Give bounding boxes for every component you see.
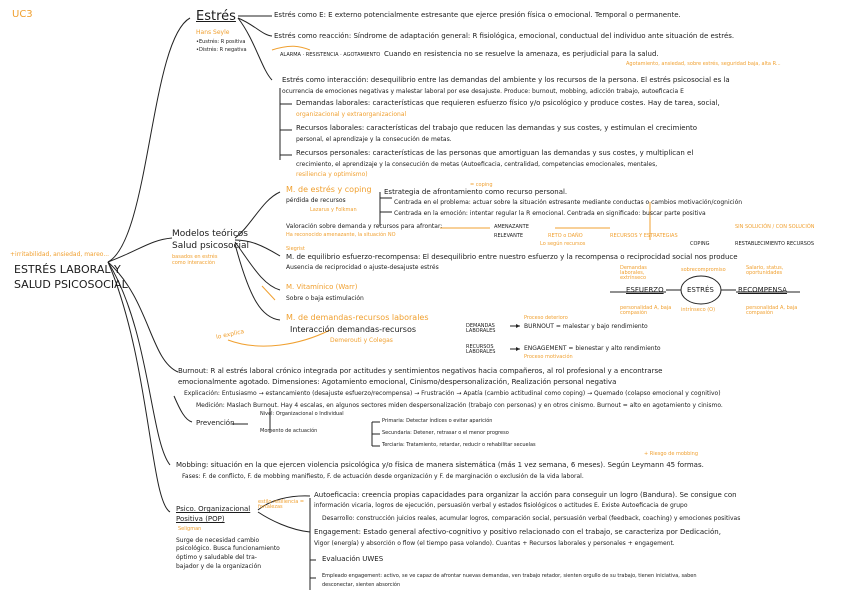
dr-model: M. de demandas-recursos laborales: [286, 313, 429, 322]
mobbing-line1: Mobbing: situación en la que ejercen violencia psicológica y/o física de manera sistemática (más 1 vez semana, 6 meses). Según Leymann 45 formas.: [176, 461, 704, 469]
fases-estres: ALARMA · RESISTENCIA · AGOTAMIENTO: [280, 52, 381, 58]
burnout-row: BURNOUT = malestar y bajo rendimiento: [524, 323, 648, 330]
vitaminico-sub: Sobre o baja estimulación: [286, 295, 364, 302]
empleado-line1: Empleado engagement: activo, se ve capaz de afrontar nuevas demandas, ven trabajo retador, sienten orgullo de su trabajo, tienen iniciativa, saben: [322, 573, 697, 579]
coping-model-note: Lazarus y Folkman: [310, 207, 357, 213]
pop-surge2: psicológico. Busca funcionamiento: [176, 545, 280, 552]
recursos-per-line1: Recursos personales: características de las personas que amortiguan las demandas y sus costes, y multiplican el: [296, 149, 694, 157]
modelos-title1: Modelos teóricos: [172, 229, 248, 239]
burnout-line1: Burnout: R al estrés laboral crónico integrada por actitudes y sentimientos negativos hacia compañeros, al rol profesional y a encontrarse: [178, 367, 663, 375]
pop-author: Seligman: [178, 526, 202, 532]
perdida-recursos: pérdida de recursos: [286, 197, 346, 204]
desarrollo: Desarrollo: construcción juicios reales, acumular logros, comparación social, persuasión verbal (feedback, coaching) y emociones positivas: [322, 515, 741, 522]
burnout-prevencion: Prevención: [196, 419, 235, 427]
pop-surge4: bajador y de la organización: [176, 563, 262, 570]
flow-relevante: RELEVANTE: [494, 233, 524, 239]
recursos-per-line2: crecimiento, el aprendizaje y la consecución de metas (Autoeficacia, centralidad, competencias emocionales, mentales,: [296, 161, 658, 168]
estrategia: Estrategia de afrontamiento como recurso personal.: [384, 188, 568, 196]
demandas-line1: Demandas laborales: características que requieren esfuerzo físico y/o psicológico y produce costes. Hay de tarea, social,: [296, 99, 720, 107]
flow-sub-coping: COPING: [690, 241, 710, 247]
corner-label: UC3: [12, 9, 33, 20]
burnout-medicion: Medición: Maslach Burnout. Hay 4 escalas, en algunos sectores miden despersonalización (trabajo con personas) y en otros cinismo. Burnout = alto en agotamiento y cinismo.: [196, 402, 723, 409]
recursos-per-line3: resiliencia y optimismo): [296, 171, 368, 178]
burnout-terciaria: Terciaria: Tratamiento, retardar, reducir o rehabilitar secuelas: [382, 442, 536, 448]
agotamiento-note: Agotamiento, ansiedad, sobre estrés, seguridad baja, alta R...: [626, 61, 781, 67]
equilibrio-line2: Ausencia de reciprocidad o ajuste-desajuste estrés: [286, 264, 439, 271]
proceso-deterioro: Proceso deterioro: [524, 315, 568, 321]
pop-surge1: Surge de necesidad cambio: [176, 537, 260, 544]
circle-note-perso-a-2: personalidad A, baja compasión: [746, 305, 798, 316]
interaccion-line1: Estrés como interacción: desequilibrio entre las demandas del ambiente y los recursos de la persona. El estrés psicosocial es la: [282, 76, 730, 84]
flow-sub-restablecimiento: RESTABLECIMIENTO RECURSOS: [735, 241, 815, 247]
root-note: +irritabilidad, ansiedad, mareo...: [10, 251, 110, 258]
coping-model: M. de estrés y coping: [286, 185, 372, 194]
modelos-note: basados en estrés como interacción: [172, 254, 218, 266]
eustres: •Eustrés: R positiva: [196, 39, 246, 45]
root-title-line1: ESTRÉS LABORAL Y: [14, 263, 121, 276]
circle-note-intrinseco: intrínseco (O): [681, 307, 716, 313]
circle-note-salario: Salario, status, oportunidades: [746, 265, 784, 276]
dr-note: Demerouti y Colegas: [330, 337, 393, 344]
burnout-primaria: Primaria: Detectar índices o evitar aparición: [382, 418, 493, 424]
mobbing-line2: Fases: F. de conflicto, F. de mobbing manifiesto, F. de actuación desde organización y F. de marginación o exclusión de la vida laboral.: [182, 473, 584, 480]
coping-tag: = coping: [470, 182, 493, 188]
demandas-line2: organizacional y extraorganizacional: [296, 111, 407, 118]
estres-como-e: Estrés como E: E externo potencialmente estresante que ejerce presión física o emocional. Temporal o permanente.: [274, 11, 681, 19]
flow-recursos: RECURSOS Y ESTRATEGIAS: [610, 233, 678, 239]
empleado-line2: desconectar, sienten absorción: [322, 582, 401, 588]
dr-demandas: DEMANDAS LABORALES: [466, 323, 496, 334]
dr-interaccion: Interacción demandas-recursos: [290, 325, 417, 334]
distres: •Distrés: R negativa: [196, 47, 247, 53]
engagement-row: ENGAGEMENT = bienestar y alto rendimiento: [524, 345, 661, 352]
centrada-problema: Centrada en el problema: actuar sobre la situación estresante mediante conductas o cambios motivación/cognición: [394, 199, 743, 206]
engagement-line1: Engagement: Estado general afectivo-cognitivo y positivo relacionado con el trabajo, se caracteriza por Dedicación,: [314, 528, 721, 536]
flow-sub-segun: Lo según recursos: [540, 241, 586, 247]
vitaminico: M. Vitamínico (Warr): [286, 283, 358, 291]
circle-note-sobrecompromiso: sobrecompromiso: [681, 267, 726, 273]
flow-reto: RETO o DAÑO: [548, 233, 583, 239]
evaluacion: Evaluación UWES: [322, 555, 384, 563]
recursos-lab-line2: personal, el aprendizaje y la consecución de metas.: [296, 136, 452, 143]
burnout-line2: emocionalmente agotado. Dimensiones: Agotamiento emocional, Cinismo/despersonalización, Realización personal negativa: [178, 378, 617, 386]
pop-title1: Psico. Organizacional: [176, 505, 251, 513]
burnout-momento: Momento de actuación: [260, 428, 318, 434]
modelos-title2: Salud psicosocial: [172, 241, 250, 251]
flow-amenazante: AMENAZANTE: [494, 224, 529, 230]
interaccion-line2: ocurrencia de emociones negativas y malestar laboral por ese desajuste. Produce: burnout, mobbing, adicción trabajo, autoeficacia E: [282, 88, 684, 95]
agotamiento-text: Cuando en resistencia no se resuelve la amenaza, es perjudicial para la salud.: [384, 50, 659, 58]
circle-esfuerzo: ESFUERZO: [626, 286, 664, 294]
siegrist: Siegrist: [286, 246, 305, 252]
root-title-line2: SALUD PSICOSOCIAL: [14, 278, 128, 291]
circle-note-perso-a: personalidad A, baja compasión: [620, 305, 672, 316]
valoracion: Valoración sobre demanda y recursos para afrontar:: [286, 223, 443, 230]
equilibrio-line1: M. de equilibrio esfuerzo-recompensa: El desequilibrio entre nuestro esfuerzo y la recompensa o reciprocidad social nos produce: [286, 253, 738, 261]
estres-como-reaccion: Estrés como reacción: Síndrome de adaptación general: R fisiológica, emocional, conductual del individuo ante situación de estrés.: [274, 32, 735, 40]
flow-solucion: SIN SOLUCIÓN / CON SOLUCIÓN: [735, 224, 815, 230]
dr-recursos: RECURSOS LABORALES: [466, 344, 496, 355]
recursos-lab-line1: Recursos laborales: características del trabajo que reducen las demandas y sus costes, y estimulan el crecimiento: [296, 124, 698, 132]
circle-estres: ESTRÉS: [687, 286, 714, 294]
pop-surge3: óptimo y saludable del tra-: [176, 554, 257, 561]
proceso-motivacion: Proceso motivación: [524, 354, 573, 360]
pop-note: estilo resiliencia = fortalezas: [258, 499, 305, 510]
centrada-emocion: Centrada en la emoción: intentar regular la R emocional. Centrada en significado: buscar parte positiva: [394, 210, 706, 217]
pop-title2: Positiva (POP): [176, 515, 225, 523]
engagement-line2: Vigor (energía) y absorción o flow (el tiempo pasa volando). Cuantas + Recursos laborales y personales + engagement.: [314, 540, 675, 547]
circle-recompensa: RECOMPENSA: [738, 286, 787, 294]
burnout-nivel: Nivel: Organizacional o Individual: [260, 411, 344, 417]
estres-author: Hans Seyle: [196, 29, 230, 36]
valoracion-note: Ha reconocido amenazante, la situación NO: [286, 232, 396, 238]
circle-note-demandas: Demandas laborales, extrínseco: [620, 265, 647, 281]
estres-title: Estrés: [196, 9, 236, 24]
lo-explica: lo explica: [215, 328, 245, 341]
autoeficacia-line1: Autoeficacia: creencia propias capacidades para organizar la acción para conseguir un logro (Bandura). Se consigue con: [314, 491, 737, 499]
burnout-secundaria: Secundaria: Detener, retrasar o el menor progreso: [382, 430, 509, 436]
burnout-explicacion: Explicación: Entusiasmo → estancamiento (desajuste esfuerzo/recompensa) → Frustración → Apatía (cambio actitudinal como coping) → Quemado (colapso emocional y cognitivo): [184, 390, 721, 397]
mobbing-riesgo: + Riesgo de mobbing: [644, 451, 698, 457]
autoeficacia-line2: información vicaria, logros de ejecución, persuasión verbal y estados fisiológicos o actitudes E. Existe Autoeficacia de grupo: [314, 502, 688, 509]
